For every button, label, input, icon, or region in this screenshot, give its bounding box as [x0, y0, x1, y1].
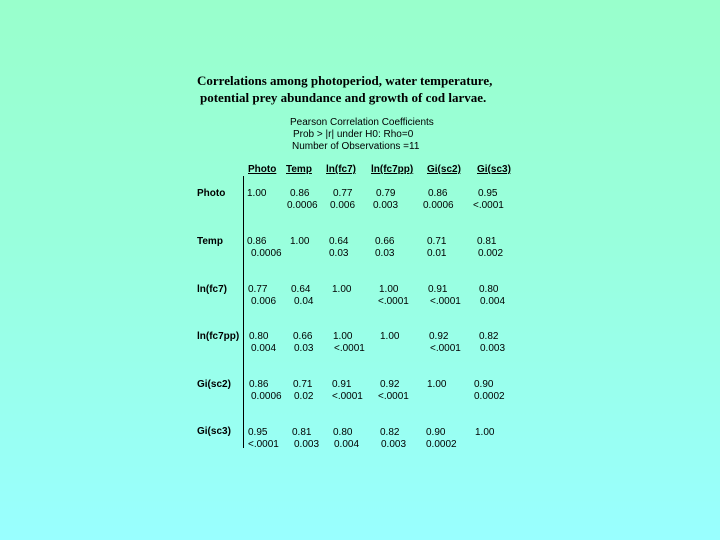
- correlation-coefficient: 0.79: [376, 188, 396, 199]
- p-value: 0.003: [373, 200, 399, 211]
- column-header-gisc3: Gi(sc3): [477, 164, 511, 175]
- p-value: <.0001: [334, 343, 365, 354]
- p-value: <.0001: [473, 200, 504, 211]
- p-value: 0.006: [251, 296, 277, 307]
- correlation-coefficient: 1.00: [332, 284, 352, 295]
- row-label: Photo: [197, 188, 226, 199]
- p-value: 0.0006: [251, 248, 282, 259]
- column-header-lnfc7pp: ln(fc7pp): [371, 164, 414, 175]
- row-label: ln(fc7pp): [197, 331, 240, 342]
- p-value: 0.03: [329, 248, 349, 259]
- p-value: <.0001: [430, 296, 461, 307]
- p-value: 0.0006: [423, 200, 454, 211]
- correlation-coefficient: 0.86: [428, 188, 448, 199]
- slide-title: [197, 72, 492, 106]
- correlation-coefficient: 1.00: [333, 331, 353, 342]
- p-value: 0.0006: [251, 391, 282, 402]
- correlation-coefficient: 0.95: [248, 427, 268, 438]
- correlation-coefficient: 0.91: [332, 379, 352, 390]
- correlation-coefficient: 1.00: [290, 236, 310, 247]
- correlation-coefficient: 1.00: [247, 188, 267, 199]
- correlation-coefficient: 0.82: [380, 427, 400, 438]
- correlation-coefficient: 0.77: [333, 188, 353, 199]
- p-value: 0.003: [381, 439, 407, 450]
- correlation-coefficient: 0.90: [474, 379, 494, 390]
- correlation-coefficient: 0.86: [249, 379, 269, 390]
- p-value: 0.006: [330, 200, 356, 211]
- correlation-coefficient: 0.81: [477, 236, 497, 247]
- correlation-coefficient: 0.90: [426, 427, 446, 438]
- correlation-coefficient: 0.80: [333, 427, 353, 438]
- correlation-coefficient: 0.64: [291, 284, 311, 295]
- row-label: Temp: [197, 236, 223, 247]
- correlation-coefficient: 0.66: [293, 331, 313, 342]
- column-header-lnfc7: ln(fc7): [326, 164, 356, 175]
- p-value: 0.0002: [474, 391, 505, 402]
- correlation-coefficient: 0.81: [292, 427, 312, 438]
- column-header-photo: Photo: [248, 164, 277, 175]
- p-value: <.0001: [332, 391, 363, 402]
- row-label: Gi(sc3): [197, 426, 231, 437]
- correlation-coefficient: 0.95: [478, 188, 498, 199]
- p-value: 0.002: [478, 248, 504, 259]
- title-line-2: potential prey abundance and growth of cod larvae.: [200, 90, 487, 105]
- correlation-coefficient: 0.80: [249, 331, 269, 342]
- column-header-gisc2: Gi(sc2): [427, 164, 461, 175]
- correlation-coefficient: 1.00: [475, 427, 495, 438]
- p-value: 0.03: [294, 343, 314, 354]
- correlation-coefficient: 0.82: [479, 331, 499, 342]
- correlation-coefficient: 1.00: [427, 379, 447, 390]
- subtitle-line-2: Prob > |r| under H0: Rho=0: [293, 129, 414, 140]
- correlation-coefficient: 1.00: [379, 284, 399, 295]
- correlation-coefficient: 0.86: [247, 236, 267, 247]
- correlation-coefficient: 0.86: [290, 188, 310, 199]
- correlation-coefficient: 0.92: [380, 379, 400, 390]
- p-value: 0.03: [375, 248, 395, 259]
- p-value: 0.01: [427, 248, 447, 259]
- p-value: 0.003: [294, 439, 320, 450]
- correlation-coefficient: 0.92: [429, 331, 449, 342]
- p-value: <.0001: [248, 439, 279, 450]
- p-value: <.0001: [378, 296, 409, 307]
- correlation-coefficient: 0.71: [293, 379, 313, 390]
- p-value: 0.004: [334, 439, 360, 450]
- correlation-coefficient: 1.00: [380, 331, 400, 342]
- p-value: <.0001: [378, 391, 409, 402]
- p-value: 0.004: [251, 343, 277, 354]
- correlation-coefficient: 0.91: [428, 284, 448, 295]
- p-value: 0.0006: [287, 200, 318, 211]
- column-header-temp: Temp: [286, 164, 312, 175]
- title-line-1: Correlations among photoperiod, water temperature,: [197, 73, 493, 88]
- correlation-coefficient: 0.64: [329, 236, 349, 247]
- correlation-coefficient: 0.66: [375, 236, 395, 247]
- subtitle-line-1: Pearson Correlation Coefficients: [290, 117, 434, 128]
- correlation-coefficient: 0.71: [427, 236, 447, 247]
- row-label: Gi(sc2): [197, 379, 231, 390]
- p-value: 0.003: [480, 343, 506, 354]
- p-value: 0.0002: [426, 439, 457, 450]
- p-value: 0.004: [480, 296, 506, 307]
- correlation-coefficient: 0.77: [248, 284, 268, 295]
- row-label: ln(fc7): [197, 284, 227, 295]
- p-value: 0.04: [294, 296, 314, 307]
- row-axis-line: [243, 176, 244, 448]
- p-value: <.0001: [430, 343, 461, 354]
- p-value: 0.02: [294, 391, 314, 402]
- correlation-coefficient: 0.80: [479, 284, 499, 295]
- subtitle-line-3: Number of Observations =11: [292, 141, 420, 152]
